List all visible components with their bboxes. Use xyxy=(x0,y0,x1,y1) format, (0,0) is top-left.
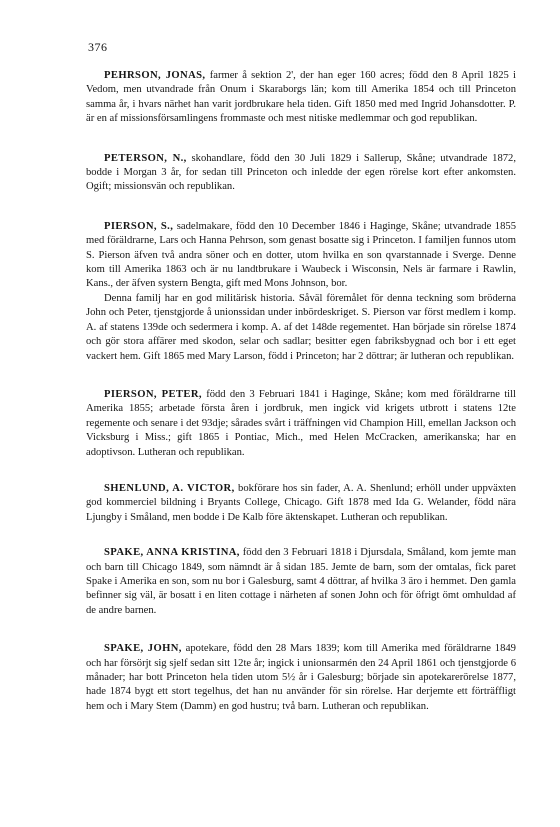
entry-name: PIERSON, PETER, xyxy=(104,388,202,400)
biography-entry xyxy=(86,69,516,127)
entry-paragraph xyxy=(86,69,516,127)
entry-text: apotekare, född den 28 Mars 1839; kom till Amerika med föräldrarne 1849 och har försörjt sig sjelf sedan sitt 12te år; ingick i unionsarmén den 24 April 1861 och tjenstgjorde 6 månader; har bott Princeton hela tiden utom 5½ år i Galesburg; började sin apotekarerörelse 1877, hade 1874 bygt ett stort tegelhus, det han nu använder för sin rörelse. Har derjemte ett förträffligt hem och i Mary Stem (Damm) en god hustru; två barn. Lutheran och republikan. xyxy=(86,643,516,712)
entry-text: farmer å sektion 2', der han eger 160 acres; född den 8 April 1825 i Vedom, men utvandrade från Onum i Skaraborgs län; kom till Amerika 1854 och till Princeton samma år, i hvars närhet han varit jordbrukare hela tiden. Gift 1850 med med Ingrid Johansdotter. P. är en af missionsförsamlingens frommaste och mest nitiske medlemmar och god republikan. xyxy=(86,70,517,125)
biography-entry xyxy=(86,546,516,618)
page-number: 376 xyxy=(88,40,108,54)
entry-text: född den 3 Februari 1841 i Haginge, Skåne; kom med föräldrarne till Amerika 1855; arbetade första åren i jordbruk, men ingick vid krigets utbrott i statens 12te regemente och senare i det 93dje; sårades svårt i träffningen vid Champion Hill, emellan Jackson och Vicksburg i Miss.; gift 1865 i Pontiac, Mich., med Helen McCracken, amerikanska; har en adoptivson. Lutheran och republikan. xyxy=(86,388,517,458)
entry-name: PEHRSON, JONAS, xyxy=(104,70,206,81)
biography-entry xyxy=(86,482,516,525)
entry-paragraph xyxy=(86,388,516,460)
entry-paragraph xyxy=(86,482,516,525)
entry-name: SPAKE, ANNA KRISTINA, xyxy=(104,547,240,559)
biography-entry xyxy=(86,388,516,460)
entry-paragraph xyxy=(86,292,516,364)
entry-name: SHENLUND, A. VICTOR, xyxy=(104,482,235,494)
entry-paragraph xyxy=(86,642,516,714)
entry-name: SPAKE, JOHN, xyxy=(104,643,182,655)
biography-entry xyxy=(86,642,516,714)
entry-name: PETERSON, N., xyxy=(104,152,187,164)
biography-entries xyxy=(86,69,516,714)
entry-text: skohandlare, född den 30 Juli 1829 i Sallerup, Skåne; utvandrade 1872, bodde i Morgan 3 år, for sedan till Princeton och inledde der egen rörelse kort efter ankomsten. Ogift; missionsvän och republikan. xyxy=(86,152,516,193)
entry-paragraph xyxy=(86,546,516,618)
biography-entry xyxy=(86,220,516,364)
entry-paragraph xyxy=(86,220,516,292)
entry-name: PIERSON, S., xyxy=(104,220,174,232)
entry-text: sadelmakare, född den 10 December 1846 i Haginge, Skåne; utvandrade 1855 med föräldrarne, Lars och Hanna Pehrson, som genast bosatte sig i Princeton. I familjen funnos utom S. Pierson äfven två andra söner och en dotter, utom hvilka en son qvarstannade i Sverge. Denne kom till Amerika 1863 och är nu landtbrukare i Waubeck i Wisconsin, Nels är farmare i Rawlin, Kans., der äfven systern Bengta, gift med Mons Johnson, bor. xyxy=(86,220,516,290)
entry-text: bokförare hos sin fader, A. A. Shenlund; erhöll under uppväxten god kommerciel bildning i Bryants College, Chicago. Gift 1878 med Ida G. Welander, född nära Ljungby i Småland, men bodde i De Kalb före äktenskapet. Lutheran och republikan. xyxy=(86,482,517,523)
biography-entry xyxy=(86,152,516,195)
entry-text: Denna familj har en god militärisk historia. Såväl föremålet för denna teckning som bröderna John och Peter, tjenstgjorde å unionssidan under inbördeskriget. S. Pierson var först medlem i komp. A. af statens 139de och sedermera i komp. A. af det 148de regementet. Han började sin rörelse 1874 och gör stora affärer med skodon, selar och sadlar; besitter egen fabriksbygnad och bor i ett eget vackert hem. Gift 1865 med Mary Larson, född i Princeton; har 2 döttrar; är lutheran och republikan. xyxy=(86,292,516,362)
entry-text: född den 3 Februari 1818 i Djursdala, Småland, kom jemte man och barn till Chicago 1849, som nämndt är å sidan 185. Jemte de barn, som der omtalas, fick paret Spake i Amerika en son, som nu bor i Galesburg, samt 4 döttrar, af hvilka 3 äro i hemmet. Den gamla befinner sig väl, är bosatt i en liten cottage i närheten af sonen John och för öfrigt ömt omhuldad af de andre barnen. xyxy=(86,547,516,616)
entry-paragraph xyxy=(86,152,516,195)
